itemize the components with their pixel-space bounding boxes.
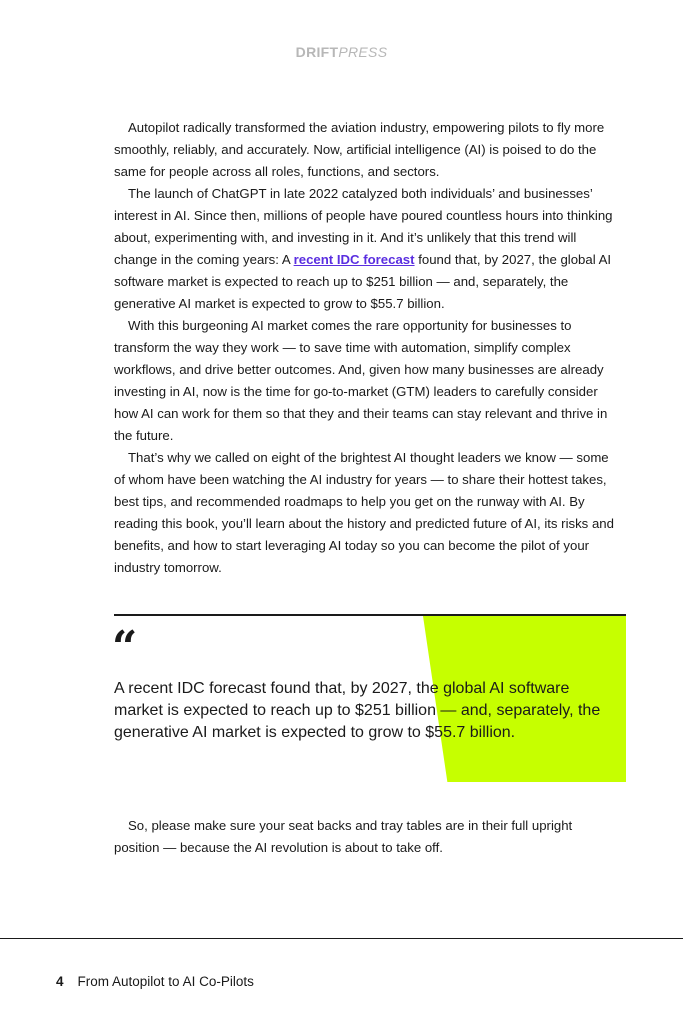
paragraph-2-end: found that, by 2027, the global AI software market is expected to reach up to $251 billion — and, separately, the generative AI market is expected to grow to $55.7 billion. xyxy=(114,252,612,311)
paragraph-5: So, please make sure your seat backs and tray tables are in their full upright position — because the AI revolution is about to take off. xyxy=(114,818,573,855)
paragraph-2-start: The launch of ChatGPT in late 2022 catalyzed both individuals’ and businesses’ interest in AI. Since then, millions of people have poured countless hours into thinking about, experimenting with, and investing in it. And it’s unlikely that this trend will change in the coming years: A xyxy=(114,186,613,267)
footer-divider xyxy=(0,938,683,939)
paragraph-1: Autopilot radically transformed the aviation industry, empowering pilots to fly more smoothly, reliably, and accurately. Now, artificial intelligence (AI) is poised to do the same for people across all roles, functions, and sectors. xyxy=(114,120,605,179)
quote-mark-icon: “ xyxy=(112,622,138,673)
publisher-logo xyxy=(0,44,683,60)
idc-forecast-link[interactable]: recent IDC forecast xyxy=(293,252,415,267)
paragraph-3: With this burgeoning AI market comes the rare opportunity for businesses to transform the way they work — to save time with automation, simplify complex workflows, and drive better outcomes. And, given how many businesses are already investing in AI, now is the time for go-to-market (GTM) leaders to carefully consider how AI can work for them so that they and their teams can stay relevant and thrive in the future. xyxy=(114,318,608,443)
paragraph-2 xyxy=(114,183,620,315)
page-footer xyxy=(56,974,254,989)
publisher-logo-light: PRESS xyxy=(338,44,388,60)
paragraph-4: That’s why we called on eight of the brightest AI thought leaders we know — some of whom have been watching the AI industry for years — to share their hottest takes, best tips, and recommended roadmaps to help you get on the runway with AI. By reading this book, you’ll learn about the history and predicted future of AI, its risks and benefits, and how to start leveraging AI today so you can become the pilot of your industry tomorrow. xyxy=(114,450,614,575)
book-title: From Autopilot to AI Co-Pilots xyxy=(77,974,254,989)
pull-quote-text: A recent IDC forecast found that, by 2027, the global AI software market is expected to reach up to $251 billion — and, separately, the generative AI market is expected to grow to $55.7 billion. xyxy=(114,680,601,741)
body-text xyxy=(114,117,620,579)
closing-text xyxy=(114,815,620,859)
pull-quote-divider xyxy=(114,614,626,616)
page-number: 4 xyxy=(56,974,64,989)
publisher-logo-bold: DRIFT xyxy=(295,44,339,60)
